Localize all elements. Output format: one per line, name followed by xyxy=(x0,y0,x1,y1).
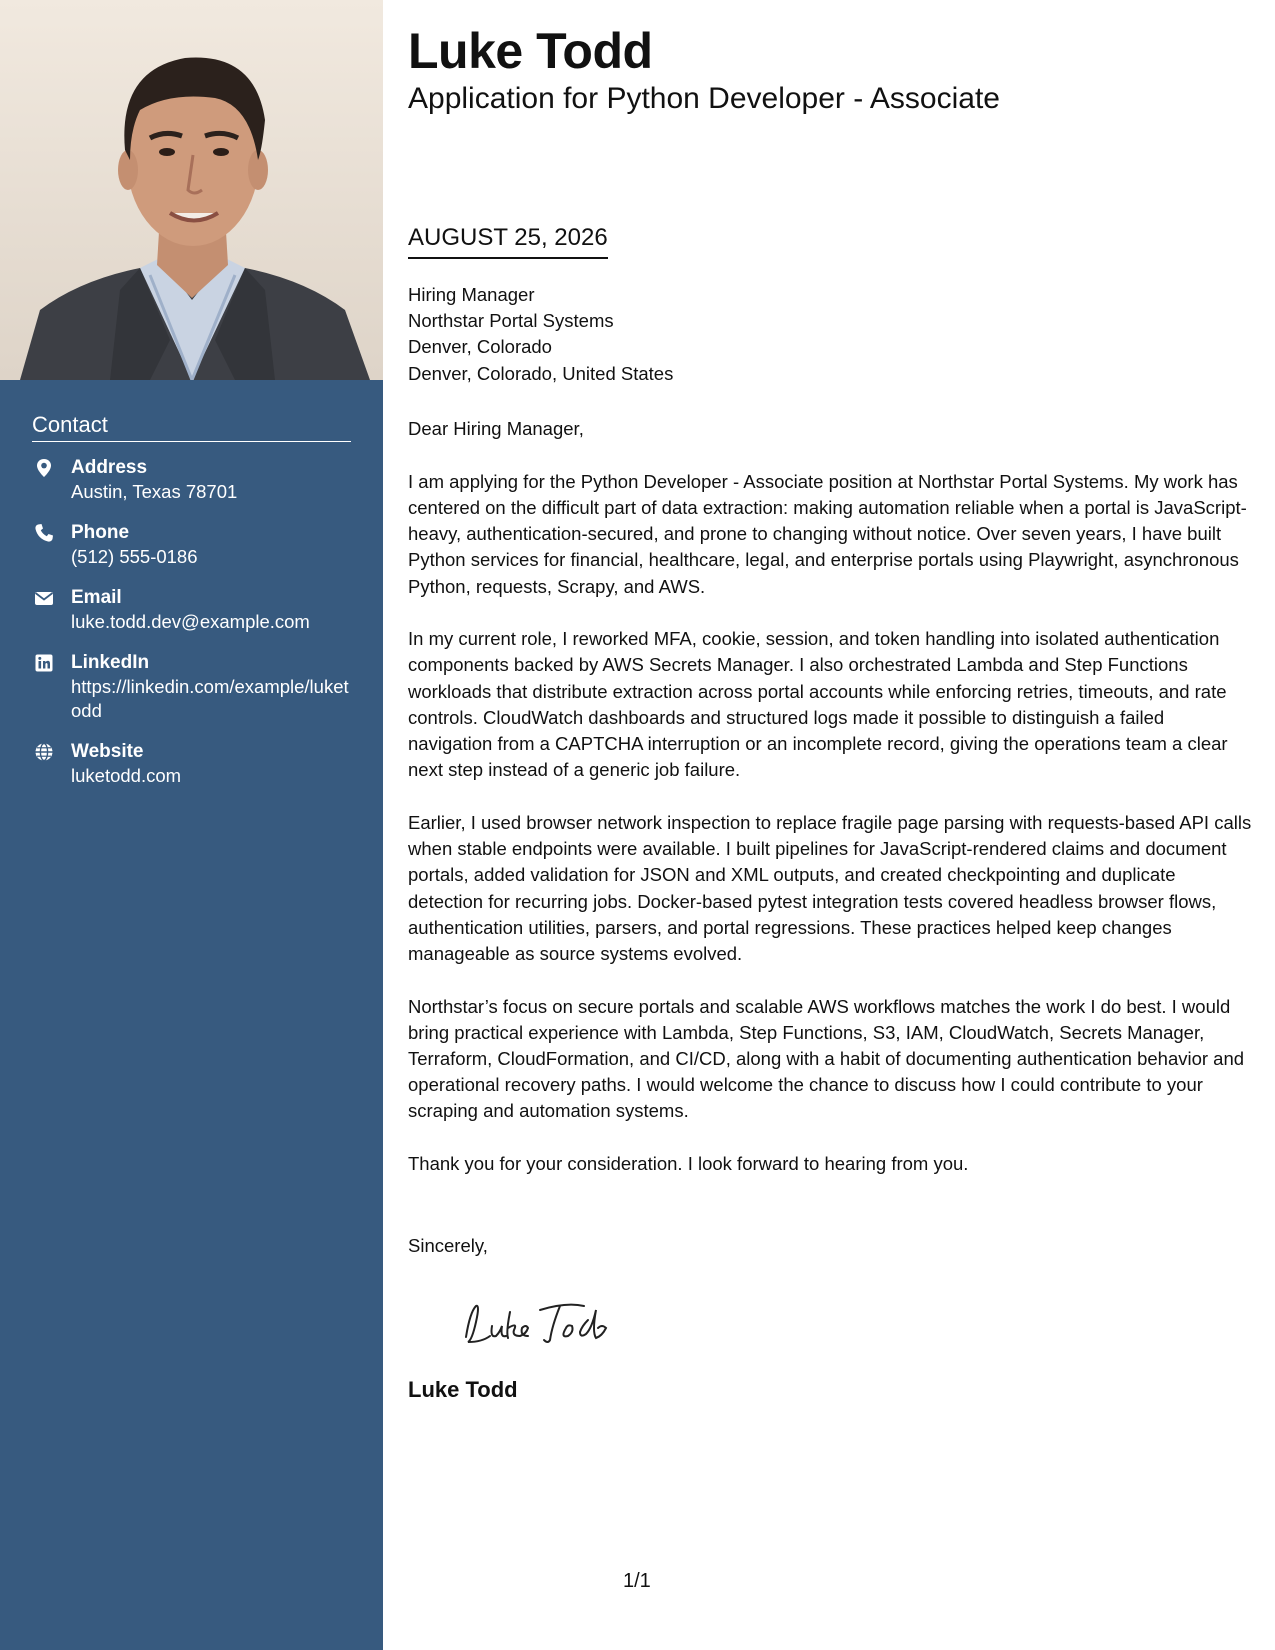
sidebar xyxy=(0,0,383,1650)
phone-icon xyxy=(34,523,54,543)
recipient-line: Northstar Portal Systems xyxy=(408,310,614,332)
applicant-name: Luke Todd xyxy=(408,23,653,79)
page-number: 1/1 xyxy=(623,1570,651,1592)
contact-heading: Contact xyxy=(32,412,351,442)
globe-icon xyxy=(34,742,54,762)
contact-linkedin xyxy=(32,651,351,723)
recipient-block xyxy=(408,282,673,387)
contact-website xyxy=(32,740,351,788)
contact-phone xyxy=(32,521,351,569)
profile-photo xyxy=(0,0,383,380)
recipient-line: Denver, Colorado, United States xyxy=(408,362,674,384)
letter-paragraph: I am applying for the Python Developer - Associate position at Northstar Portal Systems. My work has centered on the difficult part of data extraction: making automation reliable when a portal is JavaScript-heavy, authentication-secured, and prone to changing without notice. Over seven years, I have built Python services for financial, healthcare, legal, and enterprise portals using Playwright, asynchronous Python, requests, Scrapy, and AWS. xyxy=(408,470,1247,597)
contact-value: Austin, Texas 78701 xyxy=(71,481,238,502)
contact-value[interactable]: luketodd.com xyxy=(71,765,182,786)
contact-label: Email xyxy=(71,587,122,608)
map-pin-icon xyxy=(34,458,54,478)
contact-section xyxy=(32,412,351,805)
contact-value[interactable]: https://linkedin.com/example/luketodd xyxy=(71,676,349,721)
letter-paragraph: In my current role, I reworked MFA, cookie, session, and token handling into isolated authentication components backed by AWS Secrets Manager. I also orchestrated Lambda and Step Functions workloads that distribute extraction across portal accounts while enforcing retries, timeouts, and rate controls. CloudWatch dashboards and structured logs made it possible to distinguish a failed navigation from a CAPTCHA interruption or an incomplete record, giving the operations team a clear next step instead of a generic job failure. xyxy=(408,628,1228,781)
letter-paragraph: Northstar’s focus on secure portals and scalable AWS workflows matches the work I do best. I would bring practical experience with Lambda, Step Functions, S3, IAM, CloudWatch, Secrets Manager, Terraform, CloudFormation, and CI/CD, along with a habit of documenting authentication behavior and operational recovery paths. I would welcome the chance to discuss how I could contribute to your scraping and automation systems. xyxy=(408,995,1245,1122)
profile-photo-illustration xyxy=(0,0,383,380)
recipient-line: Hiring Manager xyxy=(408,284,535,305)
contact-label: Phone xyxy=(71,522,130,543)
letter-body xyxy=(408,416,1253,1204)
letter-date: AUGUST 25, 2026 xyxy=(408,224,608,259)
contact-label: Website xyxy=(71,741,144,762)
contact-address xyxy=(32,456,351,504)
letter-paragraph: Earlier, I used browser network inspection to replace fragile page parsing with requests-based API calls when stable endpoints were available. I built pipelines for JavaScript-rendered claims and document portals, added validation for JSON and XML outputs, and created checkpointing and duplicate detection for recurring jobs. Docker-based pytest integration tests covered headless browser flows, authentication utilities, parsers, and portal regressions. These practices helped keep changes manageable as source systems evolved. xyxy=(408,811,1252,964)
contact-label: LinkedIn xyxy=(71,652,150,673)
contact-label: Address xyxy=(71,457,148,478)
contact-value[interactable]: luke.todd.dev@example.com xyxy=(71,611,310,632)
closing: Sincerely, xyxy=(408,1235,488,1256)
signer-name: Luke Todd xyxy=(408,1377,518,1402)
contact-email xyxy=(32,586,351,634)
recipient-line: Denver, Colorado xyxy=(408,336,552,358)
greeting: Dear Hiring Manager, xyxy=(408,418,584,439)
letter-paragraph: Thank you for your consideration. I look forward to hearing from you. xyxy=(408,1153,969,1175)
linkedin-icon xyxy=(34,653,54,673)
envelope-icon xyxy=(34,588,54,608)
contact-value: (512) 555-0186 xyxy=(71,546,198,567)
signature-image xyxy=(456,1292,626,1352)
application-title: Application for Python Developer - Associate xyxy=(408,82,1000,115)
